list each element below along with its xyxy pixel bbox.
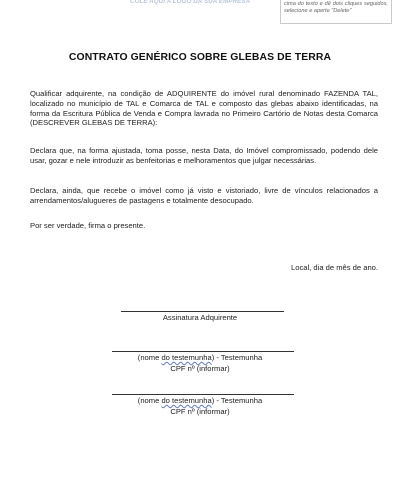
witness-1-name [0, 353, 400, 362]
paragraph-closing: Por ser verdade, firma o presente. [30, 221, 146, 230]
witness-1-name-suffix: ) - Testemunha [211, 353, 263, 362]
logo-placeholder: COLE AQUI A LOGO DA SUA EMPRESA [130, 0, 251, 5]
document-title: CONTRATO GENÉRICO SOBRE GLEBAS DE TERRA [68, 52, 332, 63]
paragraph-qualification: Qualificar adquirente, na condição de ADQUIRENTE do imóvel rural denominado FAZENDA TAL, localizado no município de TAL e Comarca de TAL e composto das glebas abaixo identificadas, na forma da Escritura Pública de Venda e Compra lavrada no Primeiro Cartório de Notas desta Comarca (DESCREVER GLEBAS DE TERRA): [30, 89, 378, 128]
instruction-note: cima do texto e dê dois cliques seguidos, selecione e aperte "Delete" [280, 0, 392, 24]
witness-2-name-suffix: ) - Testemunha [211, 396, 263, 405]
witness-1-signature-line [112, 351, 294, 352]
witness-2-signature-line [112, 394, 294, 395]
acquirer-signature-line [121, 311, 284, 312]
witness-1-cpf: CPF nº (informar) [170, 364, 230, 373]
witness-2-name-prefix: (nome [137, 396, 162, 405]
witness-2-name-placeholder: do testemunha [161, 396, 212, 405]
witness-1-name-placeholder: do testemunha [161, 353, 212, 362]
paragraph-inspection: Declara, ainda, que recebe o imóvel como já visto e vistoriado, livre de vínculos relacionados a arrendamentos/alugueres de pastagens e totalmente desocupado. [30, 186, 378, 205]
witness-1-name-prefix: (nome [137, 353, 162, 362]
acquirer-signature-label: Assinatura Adquirente [162, 313, 238, 322]
paragraph-possession: Declara que, na forma ajustada, toma posse, nesta Data, do Imóvel compromissado, podendo dele usar, gozar e nele introduzir as benfeitorias e melhoramentos que julgar necessárias. [30, 146, 378, 165]
witness-2-cpf: CPF nº (informar) [170, 407, 230, 416]
place-date: Local, dia de mês de ano. [291, 263, 378, 272]
witness-2-name [0, 396, 400, 405]
